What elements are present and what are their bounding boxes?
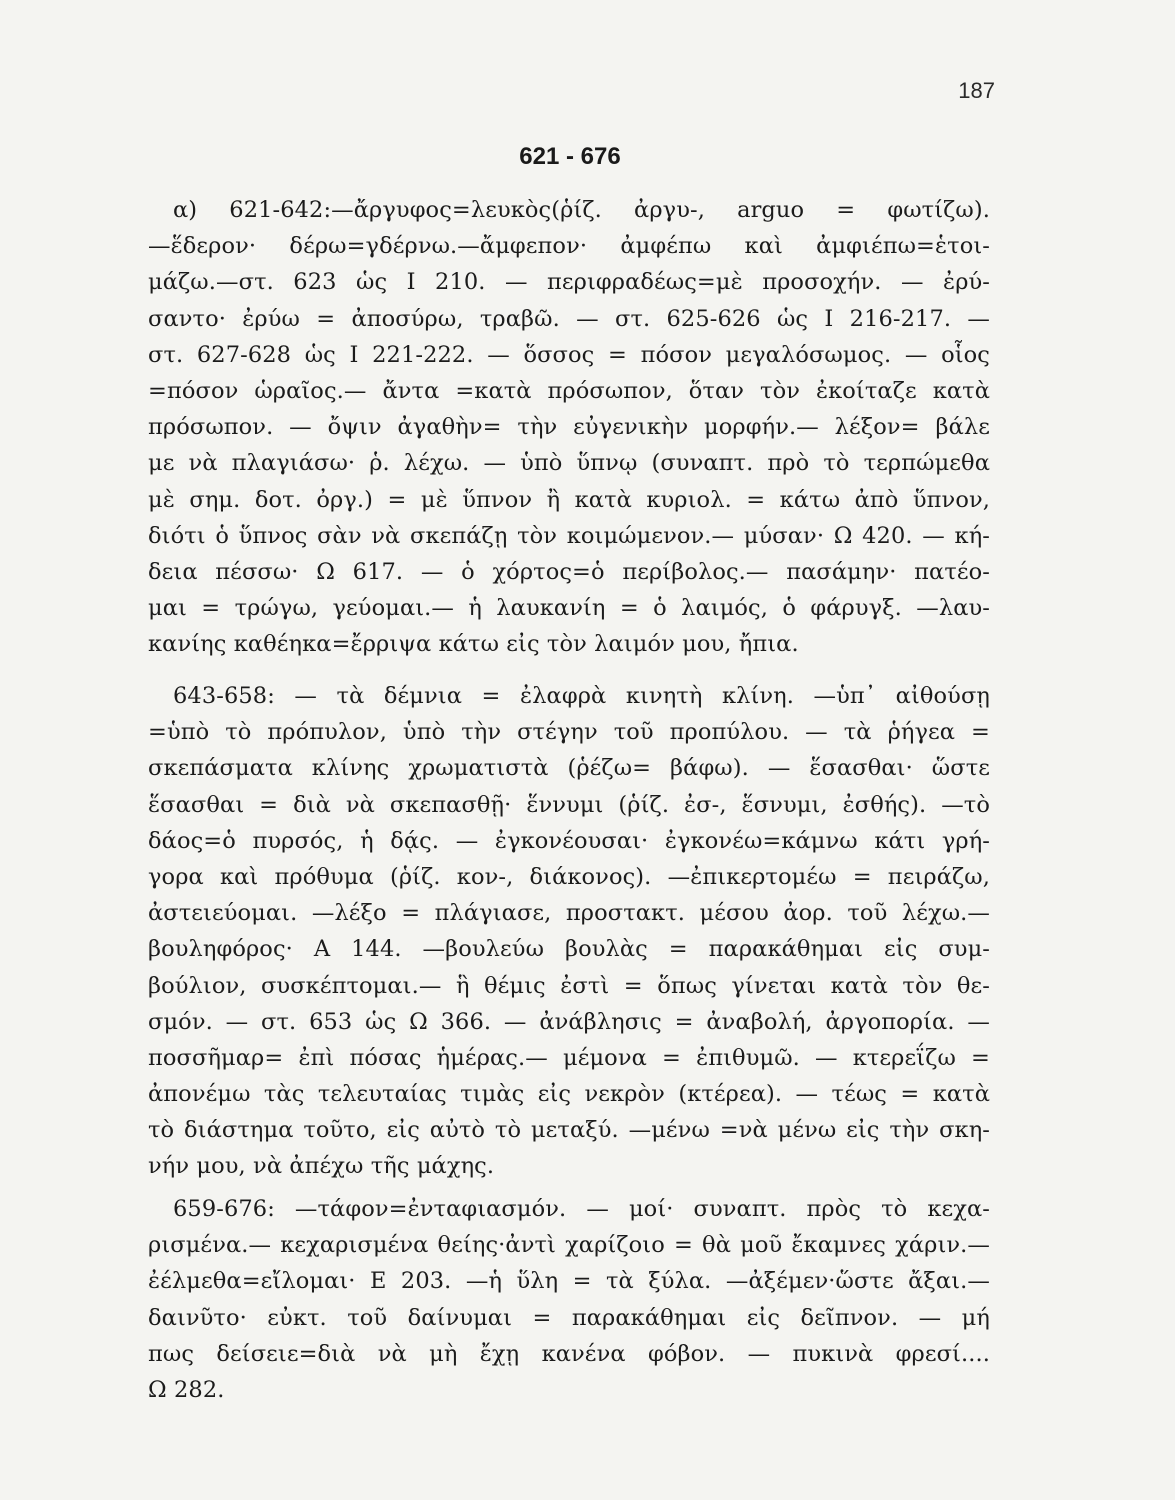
text-line: α) 621-642:—ἄργυφος=λευκὸς(ῥίζ. ἀργυ-, arguo = φωτίζω). xyxy=(173,197,990,223)
text-line: =ὑπὸ τὸ πρόπυλον, ὑπὸ τὴν στέγην τοῦ προπύλου. — τὰ ῥήγεα = xyxy=(148,719,990,746)
text-line: =πόσον ὡραῖος.— ἄντα =κατὰ πρόσωπον, ὅταν τὸν ἐκοίταζε κατὰ xyxy=(148,377,990,404)
text-line: πως δείσειε=διὰ νὰ μὴ ἔχῃ κανένα φόβον. — πυκινὰ φρεσί.... xyxy=(148,1340,990,1367)
text-line: μὲ σημ. δοτ. ὀργ.) = μὲ ὕπνον ἢ κατὰ κυριολ. = κάτω ἀπὸ ὕπνον, xyxy=(148,486,990,513)
text-line: ἀπονέμω τὰς τελευταίας τιμὰς εἰς νεκρὸν (κτέρεα). — τέως = κατὰ xyxy=(148,1081,990,1108)
section-heading: 621 - 676 xyxy=(519,143,621,170)
commentary-paragraph-1 xyxy=(148,192,990,662)
text-line: σμόν. — στ. 653 ὡς Ω 366. — ἀνάβλησις = ἀναβολή, ἀργοπορία. — xyxy=(148,1008,990,1035)
text-line: μάζω.—στ. 623 ὡς Ι 210. — περιφραδέως=μὲ προσοχήν. — ἐρύ- xyxy=(148,269,990,296)
commentary-paragraph-2 xyxy=(148,678,990,1185)
text-line: βουληφόρος· Α 144. —βουλεύω βουλὰς = παρακάθημαι εἰς συμ- xyxy=(148,936,990,963)
text-line: δεια πέσσω· Ω 617. — ὁ χόρτος=ὁ περίβολος.— πασάμην· πατέο- xyxy=(148,558,990,585)
text-line: —ἕδερον· δέρω=γδέρνω.—ἄμφεπον· ἀμφέπω καὶ ἀμφιέπω=ἑτοι- xyxy=(148,233,990,260)
text-line: γορα καὶ πρόθυμα (ῥίζ. κον-, διάκονος). —ἐπικερτομέω = πειράζω, xyxy=(148,863,990,890)
text-line: διότι ὁ ὕπνος σὰν νὰ σκεπάζῃ τὸν κοιμώμενον.— μύσαν· Ω 420. — κή- xyxy=(148,522,990,549)
page-number: 187 xyxy=(958,78,995,103)
text-line: δάος=ὁ πυρσός, ἡ δᾴς. — ἐγκονέουσαι· ἐγκονέω=κάμνω κάτι γρή- xyxy=(148,827,990,854)
text-line: ἕσασθαι = διὰ νὰ σκεπασθῇ· ἕννυμι (ῥίζ. ἐσ-, ἕσνυμι, ἐσθής). —τὸ xyxy=(148,791,990,818)
text-line: κανίης καθέηκα=ἔρριψα κάτω εἰς τὸν λαιμόν μου, ἤπια. xyxy=(148,631,799,658)
text-line: σαντο· ἐρύω = ἀποσύρω, τραβῶ. — στ. 625-626 ὡς Ι 216-217. — xyxy=(148,305,990,332)
text-line: νήν μου, νὰ ἀπέχω τῆς μάχης. xyxy=(148,1153,495,1180)
text-line: 659-676: —τάφον=ἐνταφιασμόν. — μοί· συναπτ. πρὸς τὸ κεχα- xyxy=(173,1196,990,1222)
text-line: βούλιον, συσκέπτομαι.— ἣ θέμις ἐστὶ = ὅπως γίνεται κατὰ τὸν θε- xyxy=(148,972,990,999)
text-line: ποσσῆμαρ= ἐπὶ πόσας ἡμέρας.— μέμονα = ἐπιθυμῶ. — κτερεΐζω = xyxy=(148,1044,990,1071)
text-line: 643-658: — τὰ δέμνια = ἐλαφρὰ κινητὴ κλίνη. —ὑπ᾽ αἰθούσῃ xyxy=(173,683,990,709)
text-line: πρόσωπον. — ὄψιν ἀγαθὴν= τὴν εὐγενικὴν μορφήν.— λέξον= βάλε xyxy=(148,414,990,441)
text-line: σκεπάσματα κλίνης χρωματιστὰ (ῥέζω= βάφω). — ἕσασθαι· ὥστε xyxy=(148,755,990,782)
text-line: Ω 282. xyxy=(148,1376,225,1403)
text-line: ἀστειεύομαι. —λέξο = πλάγιασε, προστακτ. μέσου ἀορ. τοῦ λέχω.— xyxy=(148,900,990,927)
commentary-paragraph-3 xyxy=(148,1191,990,1408)
text-line: τὸ διάστημα τοῦτο, εἰς αὐτὸ τὸ μεταξύ. —μένω =νὰ μένω εἰς τὴν σκη- xyxy=(148,1117,990,1144)
text-line: ἐέλμεθα=εἴλομαι· Ε 203. —ἡ ὕλη = τὰ ξύλα. —ἀξέμεν·ὥστε ἄξαι.— xyxy=(148,1268,990,1295)
text-line: ρισμένα.— κεχαρισμένα θείης·ἀντὶ χαρίζοιο = θὰ μοῦ ἔκαμνες χάριν.— xyxy=(148,1232,990,1259)
text-line: μαι = τρώγω, γεύομαι.— ἡ λαυκανίη = ὁ λαιμός, ὁ φάρυγξ. —λαυ- xyxy=(148,595,990,622)
text-line: δαινῦτο· εὐκτ. τοῦ δαίνυμαι = παρακάθημαι εἰς δεῖπνον. — μή xyxy=(148,1304,990,1331)
text-line: στ. 627-628 ὡς Ι 221-222. — ὅσσος = πόσον μεγαλόσωμος. — οἷος xyxy=(148,341,990,368)
text-line: με νὰ πλαγιάσω· ῥ. λέχω. — ὑπὸ ὕπνῳ (συναπτ. πρὸ τὸ τερπώμεθα xyxy=(148,450,990,477)
